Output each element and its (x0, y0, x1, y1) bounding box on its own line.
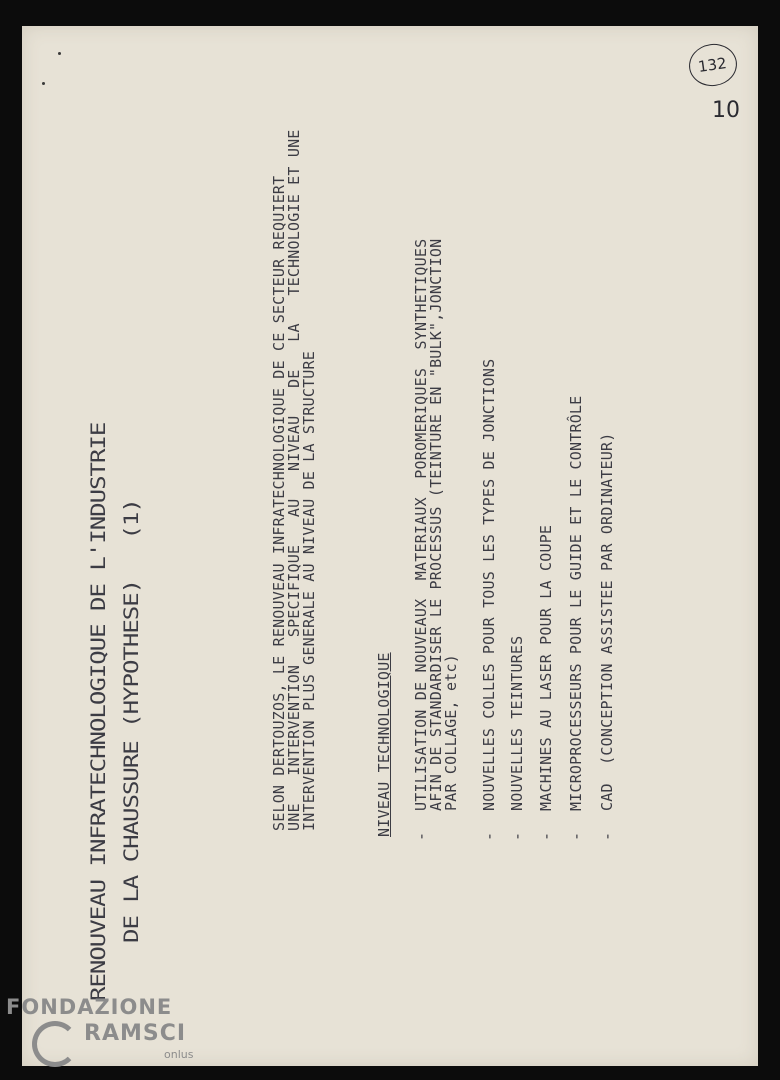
rotated-content (82, 101, 642, 1001)
watermark-line-1: FONDAZIONE (6, 995, 173, 1019)
list-item-line: NOUVELLES COLLES POUR TOUS LES TYPES DE JONCTIONS (480, 358, 498, 811)
list-item-line: NOUVELLES TEINTURES (508, 635, 526, 811)
document-page (22, 26, 758, 1066)
circled-page-number: 132 (696, 54, 728, 76)
intro-line: INTERVENTION PLUS GENERALE AU NIVEAU DE LA STRUCTURE (300, 351, 318, 831)
list-dash: - (508, 831, 526, 841)
list-dash: - (537, 831, 555, 841)
list-item-line: AFIN DE STANDARDISER LE PROCESSUS (TEINTURE EN "BULK",JONCTION (427, 238, 445, 811)
speck (58, 52, 61, 55)
watermark-line-2: RAMSCI (84, 1021, 187, 1046)
list-item-line: MACHINES AU LASER POUR LA COUPE (537, 524, 555, 811)
list-dash: - (598, 831, 616, 841)
fondazione-gramsci-watermark (4, 993, 204, 1078)
intro-line: SELON DERTOUZOS, LE RENOUVEAU INFRATECHNOLOGIQUE DE CE SECTEUR REQUIERT (270, 175, 288, 831)
list-item-line: UTILISATION DE NOUVEAUX MATERIAUX POROMERIQUES SYNTHETIQUES (412, 238, 430, 811)
document-title (82, 101, 148, 1001)
list-item-line: MICROPROCESSEURS POUR LE GUIDE ET LE CONTRÔLE (567, 395, 585, 811)
intro-paragraph (272, 129, 317, 831)
handwritten-page-number: 10 (712, 98, 740, 123)
title-line-1: RENOUVEAU INFRATECHNOLOGIQUE DE L'INDUSTRIE (86, 422, 110, 1001)
section-heading: NIVEAU TECHNOLOGIQUE (375, 652, 393, 837)
intro-line: UNE INTERVENTION SPECIFIQUE AU NIVEAU DE LA TECHNOLOGIE ET UNE (285, 129, 303, 831)
list-dash: - (567, 831, 585, 841)
list-item-line: CAD (CONCEPTION ASSISTEE PAR ORDINATEUR) (598, 432, 616, 811)
title-line-2: DE LA CHAUSSURE (HYPOTHESE) (1) (119, 499, 143, 943)
list-item-line: PAR COLLAGE, etc) (442, 654, 460, 811)
speck (42, 82, 45, 85)
gramsci-g-logo-icon (32, 1021, 78, 1067)
list-dash: - (412, 831, 430, 841)
list-dash: - (480, 831, 498, 841)
watermark-line-3: onlus (164, 1048, 194, 1061)
